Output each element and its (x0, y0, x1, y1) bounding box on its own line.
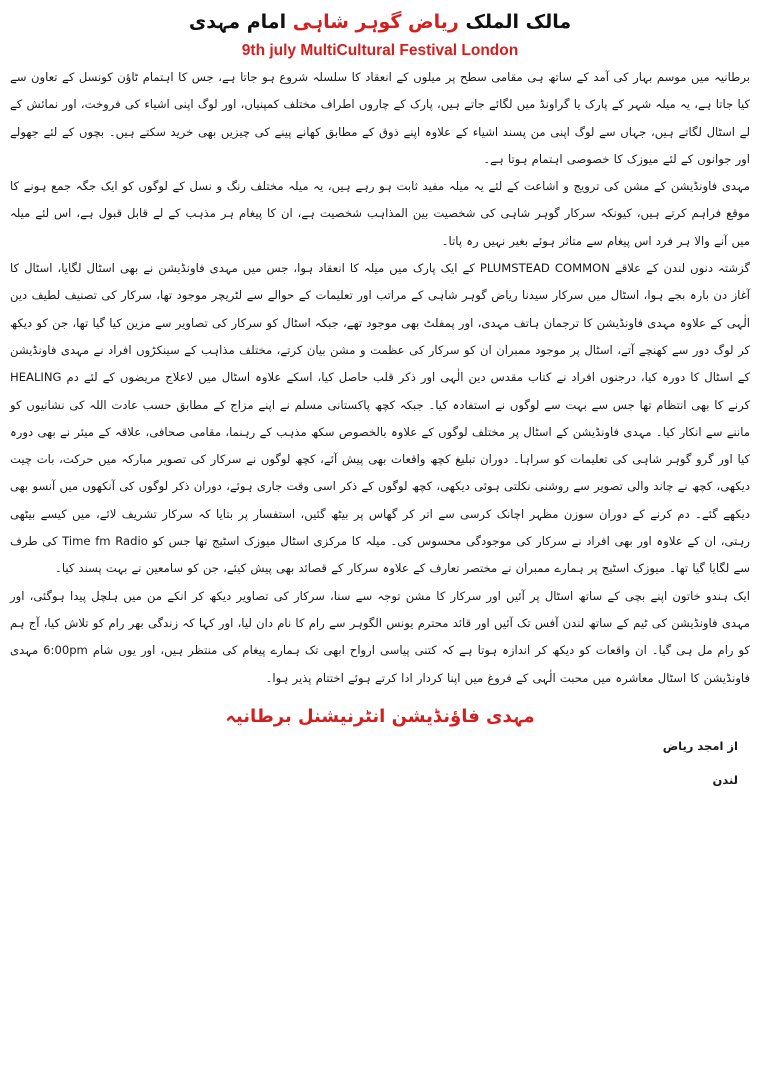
page-heading (8, 8, 752, 38)
heading-suffix: امام مہدی (188, 11, 287, 33)
organization-name: مہدی فاؤنڈیشن انٹرنیشنل برطانیہ (225, 705, 535, 727)
article-body (8, 64, 752, 692)
author-signature: از امجد ریاض (662, 738, 738, 753)
location-signature: لندن (712, 772, 738, 787)
paragraph-intro: برطانیہ میں موسم بہار کی آمد کے ساتھ ہی مقامی سطح پر میلوں کے انعقاد کا سلسلہ شروع ہو جاتا ہے، جس کا اہتمام ٹاؤن کونسل کے تعاون سے کیا جاتا ہے، یہ میلہ شہر کے پارک یا گراونڈ میں لگائے جاتے ہیں، پارک کے چاروں اطراف مختلف کمپنیاں، اور لوگ اپنی اشیاء کی فروخت، اور نمائش کے لے اسٹال لگاتے ہیں، جہاں سے لوگ اپنی من پسند اشیاء کے علاوہ اپنے ذوق کے مطابق کھانے پینے کی چیزیں بھی خرید سکتے ہیں۔ بچوں کے لئے جھولے اور جوانوں کے لئے میوزک کا خصوصی اہتمام ہوتا ہے۔ (10, 70, 750, 166)
heading-name: ریاض گوہر شاہی (292, 11, 459, 33)
heading-prefix: مالک الملک (465, 11, 572, 33)
paragraph-mission: مہدی فاونڈیشن کے مشن کی ترویج و اشاعت کے لئے یہ میلہ مفید ثابت ہو رہے ہیں، یہ میلہ مختلف رنگ و نسل کے لوگوں کو ایک جگہ جمع ہونے کا موقع فراہم کرتے ہیں، کیونکہ سرکار گوہر شاہی کی شخصیت بین المذاہب شخصیت ہے، ان کا پیغام ہر مذہب کے لے قابل قبول ہے، اس لئے میلہ میں آنے والا ہر فرد اس پیغام سے متاثر ہوئے بغیر نہیں رہ پاتا۔ (10, 179, 750, 248)
paragraph-stall-event: گزشتہ دنوں لندن کے علاقے PLUMSTEAD COMMON کے ایک پارک میں میلہ کا انعقاد ہوا، جس میں مہدی فاونڈیشن نے بھی اسٹال لگایا، اسٹال کا آغاز دن بارہ بجے ہوا، اسٹال میں سرکار سیدنا ریاض گوہر شاہی کے مراتب اور تعلیمات کے حوالے سے لٹریچر موجود تھا، سرکار کی تصنیف لطیف دین الٰہی کے علاوہ مہدی فاونڈیشن کا ترجمان ہاتف مہدی، اور پمفلٹ بھی موجود تھے، جبکہ اسٹال کو سرکار کی تصاویر سے مزین کیا گیا تھا، جن کو دیکھ کر لوگ دور سے کھنچے آتے، اسٹال پر موجود ممبران ان کو سرکار کی عظمت و مشن بیان کرتے، مختلف مذاہب کے سینکڑوں افراد نے مہدی فاونڈیشن کے اسٹال کا دورہ کیا، درجنوں افراد نے کتاب مقدس دین الٰہی اور ذکر قلب حاصل کیا، اسکے علاوہ اسٹال میں لاعلاج مریضوں کے لئے دم HEALING کرنے کا بھی انتظام تھا جس سے بہت سے لوگوں نے استفادہ کیا۔ جبکہ کچھ پاکستانی مسلم نے اپنے مزاج کے مطابق حسب عادت اللہ کی نشانیوں کو ماننے سے انکار کیا۔ مہدی فاونڈیشن کے اسٹال پر مختلف لوگوں کے علاوہ بالخصوص سکھ مذہب کے رہنما، مقامی صحافی، علاقہ کے میئر نے بھی دورہ کیا اور گرو گوہر شاہی کی تعلیمات کو سراہا۔ دوران تبلیغ کچھ واقعات بھی پیش آئے، کچھ لوگوں نے سرکار کی تصویر مبارکہ میں حرکت، بات چیت دیکھی، کچھ نے چاند والی تصویر سے روشنی نکلتی ہوئی دیکھی، کچھ لوگوں کے ذکر اسی وقت جاری ہوئے، دوران ذکر لوگوں کی آنکھوں میں آنسو بھی دیکھے گئے۔ دم کرنے کے دوران سوزن مظہر اچانک کرسی سے اتر کر گھاس پر بیٹھ گئیں، استفسار پر بتایا کہ سرکار تشریف لائے، میں کیسے بیٹھی رہتی، ان کے علاوہ اور بھی افراد نے سرکار کی موجودگی محسوس کی۔ میلہ کا مرکزی اسٹال میوزک اسٹیج تھا جس کو Time fm Radio کی طرف سے لگایا گیا تھا۔ میوزک اسٹیج پر ہمارے ممبران نے مختصر تعارف کے علاوہ سرکار کے قصائد بھی پیش کیئے، جن کو سامعین نے بہت پسند کیا۔ (10, 261, 750, 576)
signature-spacer (8, 756, 752, 770)
festival-title: 9th july MultiCultural Festival London (241, 42, 519, 59)
paragraph-hindu-woman: ایک ہندو خاتون اپنے بچی کے ساتھ اسٹال پر آئیں اور سرکار کا مشن توجہ سے سنا، سرکار کی تصاویر دیکھ کر انکے من میں ہلچل پیدا ہوگئی، اور مہدی فاونڈیشن کی ٹیم کے ساتھ لندن آفس تک آئیں اور قائد محترم یونس الگوہر سے رام کا نام دان لیا، اور کہا کہ زندگی بھر رام کو تلاش کیا، آج ہم کو رام مل ہی گیا۔ ان واقعات کو دیکھ کر اندازہ ہوتا ہے کہ کتنی پیاسی ارواح ابھی تک ہمارے پیغام کی منتظر ہیں، اور یوں شام 6:00pm مہدی فاونڈیشن کا اسٹال معاشرہ میں محبت الٰہی کے فروغ میں اپنا کردار ادا کرتے ہوئے اختتام پذیر ہوا۔ (10, 588, 750, 685)
